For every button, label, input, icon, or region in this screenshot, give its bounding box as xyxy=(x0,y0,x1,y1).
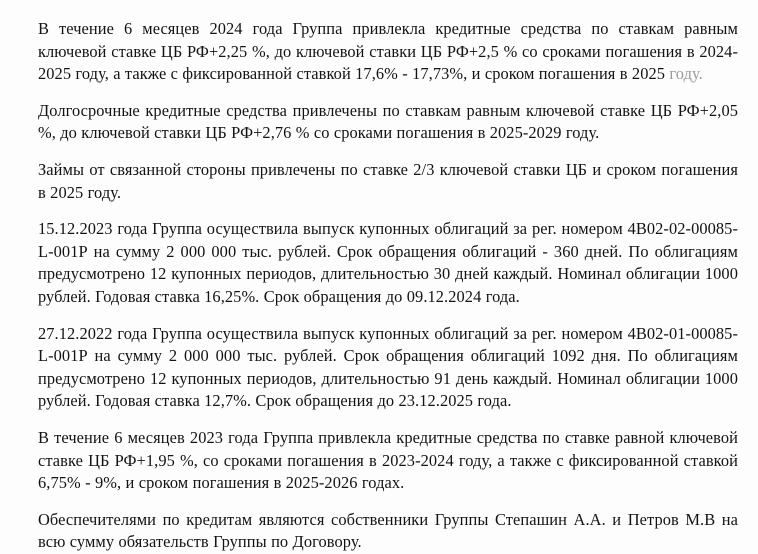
paragraph-guarantors xyxy=(38,509,738,554)
paragraph-text: В течение 6 месяцев 2023 года Группа привлекла кредитные средства по ставке равной ключевой ставке ЦБ РФ+1,95 %, со сроками погашения в 2023-2024 году, а также с фиксированной ставкой 6,75% - 9%, и сроком погашения в 2025-2026 годах. xyxy=(38,427,738,493)
paragraph-credit-facilities-2023 xyxy=(38,427,738,495)
paragraph-text: Займы от связанной стороны привлечены по ставке 2/3 ключевой ставки ЦБ и сроком погашения в 2025 году. xyxy=(38,159,738,202)
paragraph-text: 27.12.2022 года Группа осуществила выпуск купонных облигаций за рег. номером 4В02-01-00085-L-001Р на сумму 2 000 000 тыс. рублей. Срок обращения облигаций 1092 дня. По облигациям предусмотрено 12 купонных периодов, длительностью 91 день каждый. Номинал облигации 1000 рублей. Годовая ставка 12,7%. Срок обращения до 23.12.2025 года. xyxy=(38,323,738,411)
document-text-body xyxy=(38,18,738,554)
paragraph-edited-word: году. xyxy=(669,64,703,84)
paragraph-credit-facilities-2024 xyxy=(38,18,738,86)
paragraph-related-party-loans xyxy=(38,159,738,204)
paragraph-text: Обеспечителями по кредитам являются собственники Группы Степашин А.А. и Петров М.В на всю сумму обязательств Группы по Договору. xyxy=(38,509,738,552)
paragraph-bond-issue-2023 xyxy=(38,218,738,308)
paragraph-text: 15.12.2023 года Группа осуществила выпуск купонных облигаций за рег. номером 4В02-02-00085-L-001Р на сумму 2 000 000 тыс. рублей. Срок обращения облигаций - 360 дней. По облигациям предусмотрено 12 купонных периодов, длительностью 30 дней каждый. Номинал облигации 1000 рублей. Годовая ставка 16,25%. Срок обращения до 09.12.2024 года. xyxy=(38,219,738,306)
paragraph-text: Долгосрочные кредитные средства привлечены по ставкам равным ключевой ставке ЦБ РФ+2,05 %, до ключевой ставки ЦБ РФ+2,76 % со сроками погашения в 2025-2029 году. xyxy=(38,100,738,143)
paragraph-long-term-credit xyxy=(38,100,738,145)
paragraph-bond-issue-2022 xyxy=(38,323,738,413)
paragraph-text: В течение 6 месяцев 2024 года Группа привлекла кредитные средства по ставкам равным ключевой ставке ЦБ РФ+2,25 %, до ключевой ставки ЦБ РФ+2,5 % со сроками погашения в 2024-2025 году, а также с фиксированной ставкой 17,6% - 17,73%, и сроком погашения в 2025 xyxy=(38,19,738,84)
